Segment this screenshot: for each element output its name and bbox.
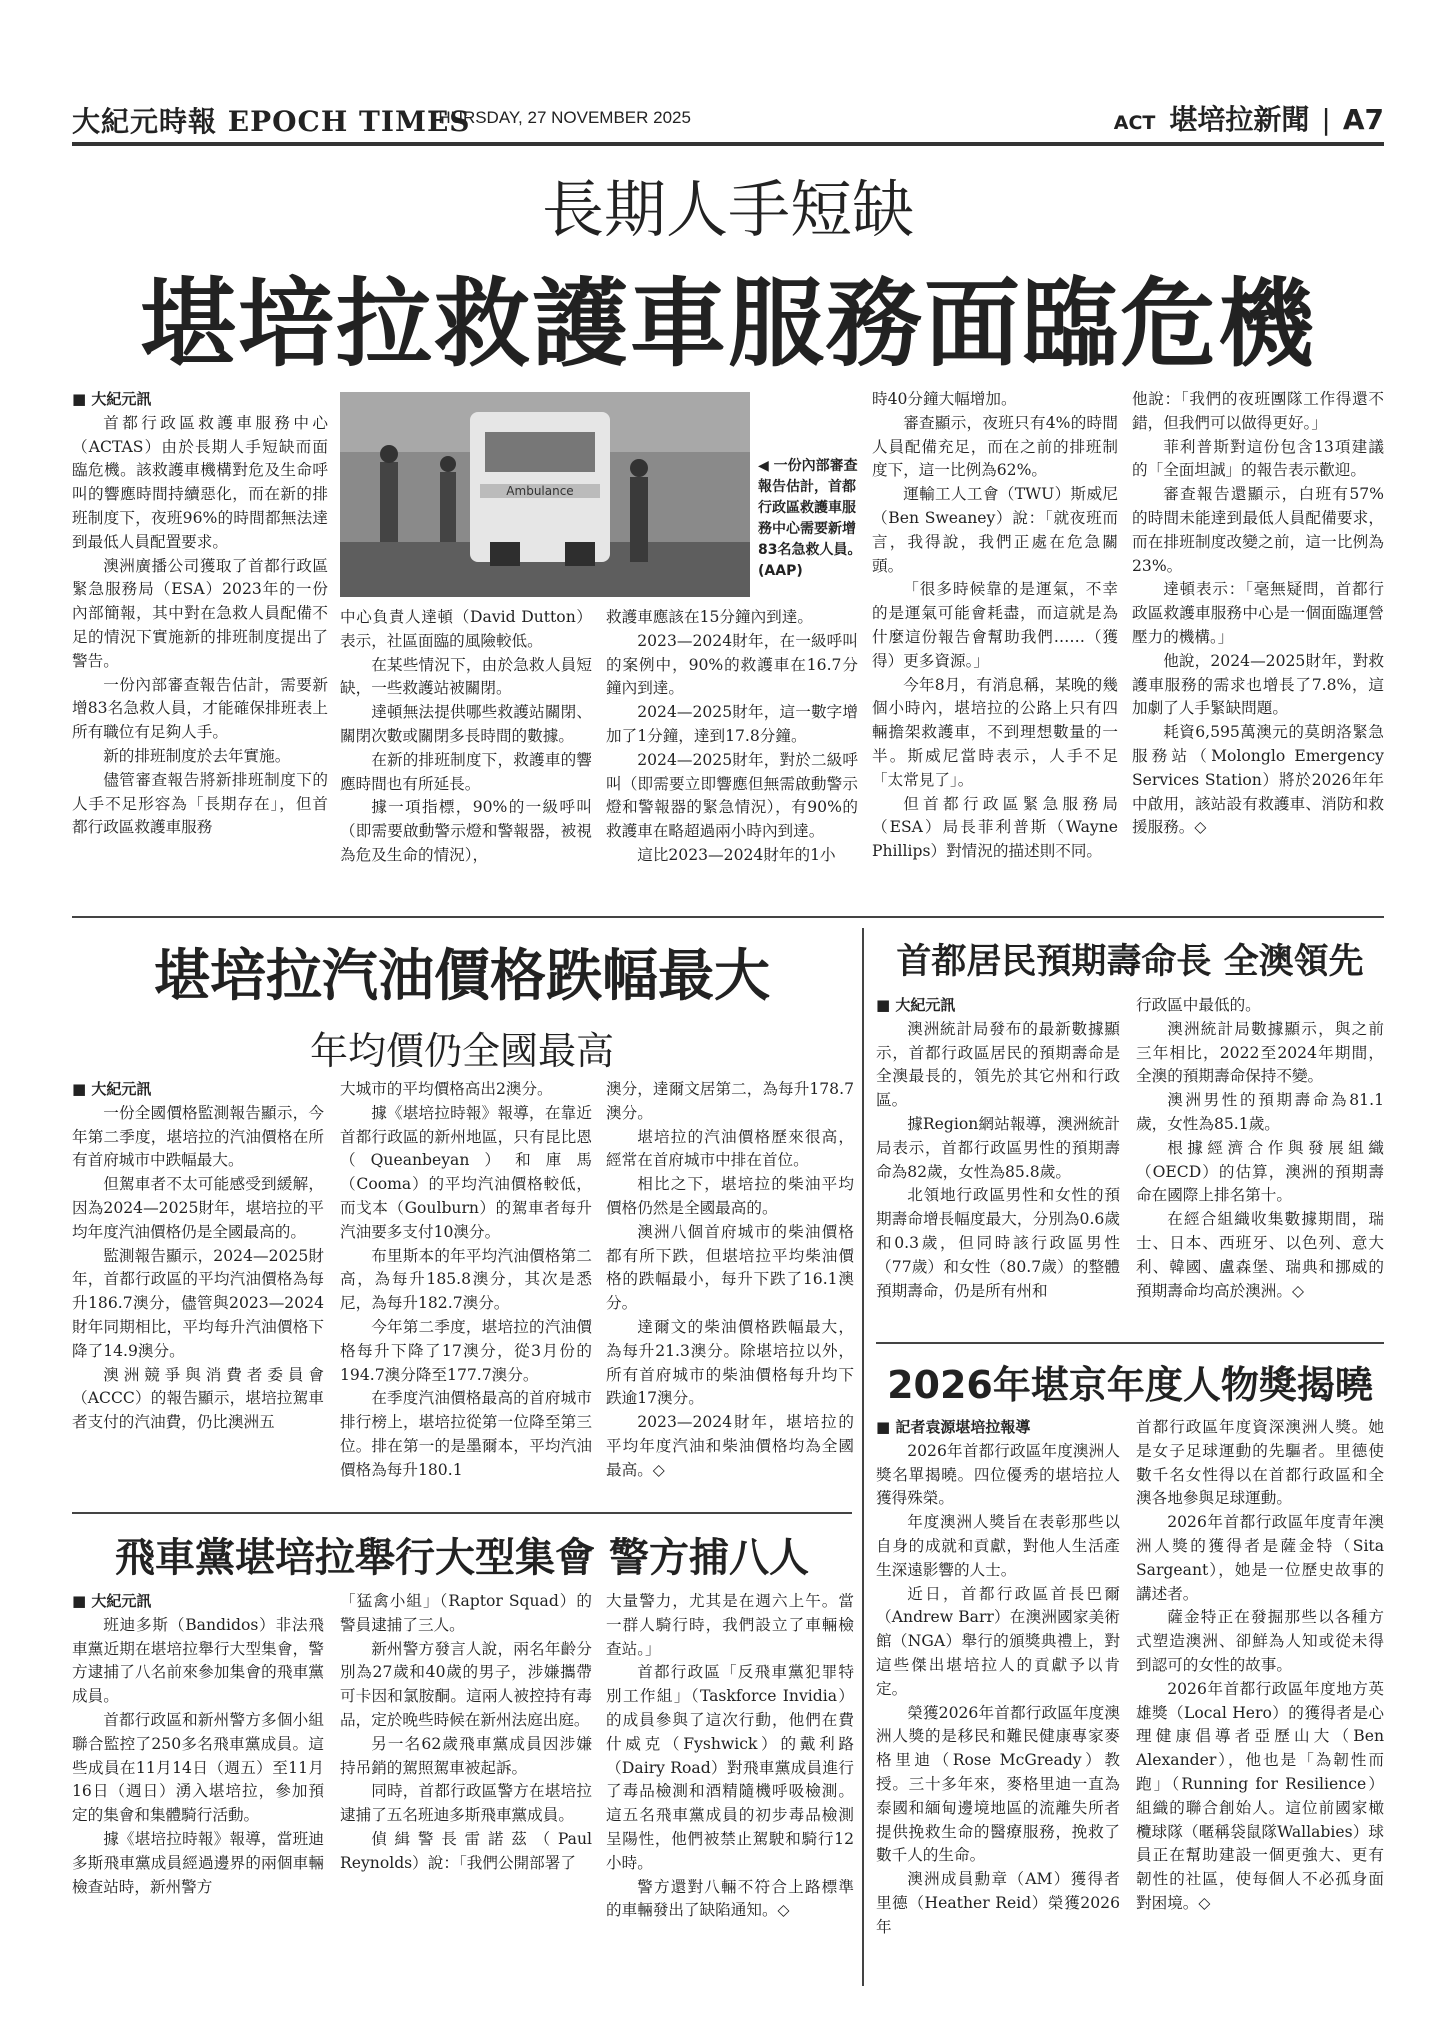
paragraph: 2026年首都行政區年度澳洲人獎名單揭曉。四位優秀的堪培拉人獲得殊榮。 (876, 1441, 1120, 1508)
paragraph: 今年8月，有消息稱，某晚的幾個小時內，堪培拉的公路上只有四輛擔架救護車，不到理想數量的一半。斯威尼當時表示，人手不足「太常見了」。 (872, 675, 1118, 789)
paragraph: 2024—2025財年，這一數字增加了1分鐘，達到17.8分鐘。 (606, 703, 858, 745)
paragraph: 在某些情況下，由於急救人員短缺，一些救護站被關閉。 (340, 655, 592, 698)
paragraph: 首都行政區年度資深澳洲人獎。她是女子足球運動的先驅者。里德使數千名女性得以在首都行政區和全澳各地參與足球運動。 (1136, 1418, 1384, 1508)
paragraph: 根據經濟合作與發展組織（OECD）的估算，澳洲的預期壽命在國際上排名第十。 (1136, 1138, 1384, 1205)
paragraph: 據Region網站報導，澳洲統計局表示，首都行政區男性的預期壽命為82歲，女性為85.8歲。 (876, 1114, 1120, 1181)
paragraph: 菲利普斯對這份包含13項建議的「全面坦誠」的報告表示歡迎。 (1132, 437, 1384, 480)
story1-column-4 (872, 388, 1118, 864)
svg-text:Ambulance: Ambulance (506, 484, 574, 498)
paragraph: 同時，首都行政區警方在堪培拉逮捕了五名班迪多斯飛車黨成員。 (340, 1782, 592, 1825)
paragraph: 2026年首都行政區年度地方英雄獎（Local Hero）的獲得者是心理健康倡導者亞歷山大（Ben Alexander），他也是「為韌性而跑」（Running for Resilience）組織的聯合創始人。這位前國家橄欖球隊（暱稱袋鼠隊Wallabies）球員正在幫助建設一個更強大、更有韌性的社區，使每個人不必孤身面對困境。◇ (1136, 1679, 1384, 1912)
story4-title: 2026年堪京年度人物獎揭曉 (887, 1363, 1373, 1407)
paragraph: 首都行政區救護車服務中心（ACTAS）由於長期人手短缺而面臨危機。該救護車機構對危及生命呼叫的響應時間持續惡化，而在新的排班制度下，夜班96%的時間都無法達到最低人員配置要求。 (72, 413, 328, 551)
story1-column-1 (72, 388, 328, 840)
story3-title: 首都居民預期壽命長 全澳領先 (896, 942, 1364, 982)
paragraph: 「很多時候靠的是運氣，不幸的是運氣可能會耗盡，而這就是為什麼這份報告會幫助我們……（獲得）更多資源。」 (872, 580, 1118, 670)
story1-subtitle: 長期人手短缺 (541, 173, 914, 246)
page-number: A7 (1342, 103, 1384, 136)
story2-subtitle: 年均價仍全國最高 (309, 1029, 614, 1073)
paragraph: 達爾文的柴油價格跌幅最大，為每升21.3澳分。除堪培拉以外，所有首府城市的柴油價格每升均下跌逾17澳分。 (606, 1317, 854, 1408)
paragraph: 今年第二季度，堪培拉的汽油價格每升下降了17澳分，從3月份的194.7澳分降至177.7澳分。 (340, 1317, 592, 1384)
paragraph: 2026年首都行政區年度青年澳洲人獎的獲得者是薩金特（Sita Sargeant），她是一位歷史故事的講述者。 (1136, 1513, 1384, 1603)
paragraph: 儘管審查報告將新排班制度下的人手不足形容為「長期存在」，但首都行政區救護車服務 (72, 770, 328, 837)
paragraph: 在季度汽油價格最高的首府城市排行榜上，堪培拉從第一位降至第三位。排在第一的是墨爾本，平均汽油價格為每升180.1 (340, 1389, 592, 1479)
paragraph: 首都行政區「反飛車黨犯罪特別工作組」（Taskforce Invidia）的成員參與了這次行動，他們在費什威克（Fyshwick）的戴利路（Dairy Road）對飛車黨成員進行了毒品檢測和酒精隨機呼吸檢測。這五名飛車黨成員的初步毒品檢測呈陽性，他們被禁止駕駛和騎行12小時。 (606, 1663, 854, 1872)
paragraph: 澳洲男性的預期壽命為81.1歲，女性為85.1歲。 (1136, 1091, 1384, 1133)
paragraph: 警方還對八輛不符合上路標準的車輛發出了缺陷通知。◇ (606, 1877, 854, 1920)
section-divider (72, 1512, 852, 1514)
story2-byline: ■ 大紀元訊 (72, 1078, 324, 1102)
paragraph: 達頓表示：「毫無疑問，首都行政區救護車服務中心是一個面臨運營壓力的機構。」 (1132, 580, 1384, 646)
paragraph: 他說：「我們的夜班團隊工作得還不錯，但我們可以做得更好。」 (1132, 390, 1384, 432)
column-divider (862, 928, 864, 1986)
paragraph: 近日，首都行政區首長巴爾（Andrew Barr）在澳洲國家美術館（NGA）舉行的頒獎典禮上，對這些傑出堪培拉人的貢獻予以肯定。 (876, 1584, 1120, 1698)
paragraph: 行政區中最低的。 (1136, 996, 1261, 1014)
paragraph: 中心負責人達頓（David Dutton）表示，社區面臨的風險較低。 (340, 608, 592, 650)
paragraph: 澳洲八個首府城市的柴油價格都有所下跌，但堪培拉平均柴油價格的跌幅最小，每升下跌了16.1澳分。 (606, 1222, 854, 1313)
paragraph: 澳洲廣播公司獲取了首都行政區緊急服務局（ESA）2023年的一份內部簡報，其中對在急救人員配備不足的情況下實施新的排班制度提出了警告。 (72, 556, 328, 670)
paragraph: 一份內部審查報告估計，需要新增83名急救人員，才能確保排班表上所有職位有足夠人手。 (72, 675, 328, 742)
paragraph: 在新的排班制度下，救護車的響應時間也有所延長。 (340, 750, 592, 793)
story5-title: 飛車黨堪培拉舉行大型集會 警方捕八人 (115, 1535, 809, 1581)
paragraph: 北領地行政區男性和女性的預期壽命增長幅度最大，分別為0.6歲和0.3歲，但同時該行政區男性（77歲）和女性（80.7歲）的整體預期壽命，仍是所有州和 (876, 1186, 1120, 1300)
paragraph: 耗資6,595萬澳元的莫朗洛緊急服務站（Molonglo Emergency Services Station）將於2026年年中啟用，該站設有救護車、消防和救援服務。◇ (1132, 723, 1384, 837)
paragraph: 運輸工人工會（TWU）斯威尼（Ben Sweaney）說：「就夜班而言，我得說，我們正處在危急關頭。 (872, 485, 1118, 575)
paragraph: 年度澳洲人獎旨在表彰那些以自身的成就和貢獻，對他人生活產生深遠影響的人士。 (876, 1513, 1120, 1579)
paragraph: 2023—2024財年，堪培拉的平均年度汽油和柴油價格均為全國最高。◇ (606, 1413, 854, 1479)
section-header: ACT 堪培拉新聞 | A7 (1113, 103, 1384, 136)
paragraph: 達頓無法提供哪些救護站關閉、關閉次數或關閉多長時間的數據。 (340, 703, 592, 745)
story4-column-1 (876, 1416, 1120, 1940)
section-divider (72, 916, 1384, 918)
paragraph: 大量警力，尤其是在週六上午。當一群人騎行時，我們設立了車輛檢查站。」 (606, 1592, 854, 1658)
paragraph: 布里斯本的年平均汽油價格第二高，為每升185.8澳分，其次是悉尼，為每升182.7澳分。 (340, 1246, 592, 1313)
paragraph: 澳洲統計局發布的最新數據顯示，首都行政區居民的預期壽命是全澳最長的，領先於其它州和行政區。 (876, 1019, 1120, 1110)
paragraph: 澳洲統計局數據顯示，與之前三年相比，2022至2024年期間，全澳的預期壽命保持不變。 (1136, 1019, 1384, 1086)
story5-column-2 (340, 1590, 592, 1876)
story5-column-1 (72, 1590, 324, 1899)
paragraph: 審查顯示，夜班只有4%的時間人員配備充足，而在之前的排班制度下，這一比例為62%。 (872, 413, 1118, 480)
story1-byline: ■ 大紀元訊 (72, 388, 328, 412)
paragraph: 時40分鐘大幅增加。 (872, 390, 1017, 408)
issue-date: THURSDAY, 27 NOVEMBER 2025 (428, 108, 691, 127)
paragraph: 在經合組織收集數據期間，瑞士、日本、西班牙、以色列、意大利、韓國、盧森堡、瑞典和挪威的預期壽命均高於澳洲。◇ (1136, 1210, 1384, 1300)
paragraph: 但首都行政區緊急服務局（ESA）局長菲利普斯（Wayne Phillips）對情況的描述則不同。 (872, 794, 1118, 861)
paragraph: 另一名62歲飛車黨成員因涉嫌持吊銷的駕照駕車被起訴。 (340, 1734, 592, 1777)
story4-column-2 (1136, 1416, 1384, 1916)
ambulance-photo (340, 392, 750, 597)
paragraph: 「猛禽小組」（Raptor Squad）的警員逮捕了三人。 (340, 1592, 592, 1634)
story1-column-3 (606, 606, 858, 868)
story2-column-2 (340, 1078, 592, 1483)
story2-title: 堪培拉汽油價格跌幅最大 (154, 944, 770, 1009)
paragraph: 這比2023—2024財年的1小 (637, 845, 836, 864)
paragraph: 堪培拉的汽油價格歷來很高，經常在首府城市中排在首位。 (606, 1127, 854, 1170)
story2-column-1 (72, 1078, 324, 1435)
story4-byline: ■ 記者袁源堪培拉報導 (876, 1416, 1120, 1440)
story1-column-5 (1132, 388, 1384, 840)
paragraph: 澳洲競爭與消費者委員會（ACCC）的報告顯示，堪培拉駕車者支付的汽油費，仍比澳洲五 (72, 1365, 324, 1432)
paragraph: 救護車應該在15分鐘內到達。 (606, 608, 813, 626)
section-divider (876, 1342, 1384, 1344)
paragraph: 新的排班制度於去年實施。 (103, 746, 291, 765)
paragraph: 據一項指標，90%的一級呼叫（即需要啟動警示燈和警報器，被視為危及生命的情況）， (340, 798, 592, 864)
paragraph: 一份全國價格監測報告顯示，今年第二季度，堪培拉的汽油價格在所有首府城市中跌幅最大。 (72, 1103, 324, 1170)
story1-title: 堪培拉救護車服務面臨危機 (140, 268, 1316, 380)
paragraph: 據《堪培拉時報》報導，在靠近首都行政區的新州地區，只有昆比恩（Queanbeyan）和庫馬（Cooma）的平均汽油價格較低，而戈本（Goulburn）的駕車者每升汽油要多支付10澳分。 (340, 1103, 592, 1241)
story2-column-3 (606, 1078, 854, 1483)
paragraph: 監測報告顯示，2024—2025財年，首都行政區的平均汽油價格為每升186.7澳分，儘管與2023—2024財年同期相比，平均每升汽油價格下降了14.9澳分。 (72, 1246, 324, 1360)
paragraph: 相比之下，堪培拉的柴油平均價格仍然是全國最高的。 (606, 1175, 854, 1217)
paragraph: 澳洲成員勳章（AM）獲得者里德（Heather Reid）榮獲2026年 (876, 1870, 1120, 1936)
paragraph: 榮獲2026年首都行政區年度澳洲人獎的是移民和難民健康專家麥格里迪（Rose McGready）教授。三十多年來，麥格里迪一直為泰國和緬甸邊境地區的流離失所者提供挽救生命的醫療服務，挽救了數千人的生命。 (876, 1703, 1120, 1865)
story3-column-2 (1136, 994, 1384, 1303)
photo-caption: ◀ 一份內部審查報告估計，首都行政區救護車服務中心需要新增83名急救人員。(AAP) (758, 458, 862, 579)
story5-byline: ■ 大紀元訊 (72, 1590, 324, 1614)
paragraph: 偵緝警長雷諾茲（Paul Reynolds）說：「我們公開部署了 (340, 1829, 592, 1872)
paragraph: 薩金特正在發掘那些以各種方式塑造澳洲、卻鮮為人知或從未得到認可的女性的故事。 (1136, 1608, 1384, 1674)
paragraph: 據《堪培拉時報》報導，當班迪多斯飛車黨成員經過邊界的兩個車輛檢查站時，新州警方 (72, 1829, 324, 1896)
paragraph: 首都行政區和新州警方多個小組聯合監控了250多名飛車黨成員。這些成員在11月14日（週五）至11月16日（週日）湧入堪培拉，參加預定的集會和集體騎行活動。 (72, 1710, 324, 1825)
header-rule (72, 142, 1384, 146)
section-label: 堪培拉新聞 (1169, 103, 1310, 136)
paragraph: 新州警方發言人說，兩名年齡分別為27歲和40歲的男子，涉嫌攜帶可卡因和氯胺酮。這兩人被控持有毒品，定於晚些時候在新州法庭出庭。 (340, 1639, 592, 1729)
story1-column-2 (340, 606, 592, 868)
story3-byline: ■ 大紀元訊 (876, 994, 1120, 1018)
paragraph: 澳分，達爾文居第二，為每升178.7澳分。 (606, 1080, 854, 1122)
story5-column-3 (606, 1590, 854, 1923)
region-label: ACT (1113, 112, 1156, 134)
paragraph: 他說，2024—2025財年，對救護車服務的需求也增長了7.8%，這加劇了人手緊缺問題。 (1132, 651, 1384, 718)
paragraph: 審查報告還顯示，白班有57%的時間未能達到最低人員配備要求，而在排班制度改變之前，這一比例為23%。 (1132, 485, 1384, 575)
paragraph: 班迪多斯（Bandidos）非法飛車黨近期在堪培拉舉行大型集會，警方逮捕了八名前來參加集會的飛車黨成員。 (72, 1615, 324, 1706)
story3-column-1 (876, 994, 1120, 1303)
masthead: 大紀元時報 EPOCH TIMES (72, 105, 471, 138)
paragraph: 大城市的平均價格高出2澳分。 (340, 1080, 553, 1098)
paragraph: 但駕車者不太可能感受到緩解，因為2024—2025財年，堪培拉的平均年度汽油價格仍是全國最高的。 (72, 1175, 324, 1241)
paragraph: 2024—2025財年，對於二級呼叫（即需要立即響應但無需啟動警示燈和警報器的緊急情況），有90%的救護車在略超過兩小時內到達。 (606, 750, 858, 841)
paragraph: 2023—2024財年，在一級呼叫的案例中，90%的救護車在16.7分鐘內到達。 (606, 631, 858, 698)
